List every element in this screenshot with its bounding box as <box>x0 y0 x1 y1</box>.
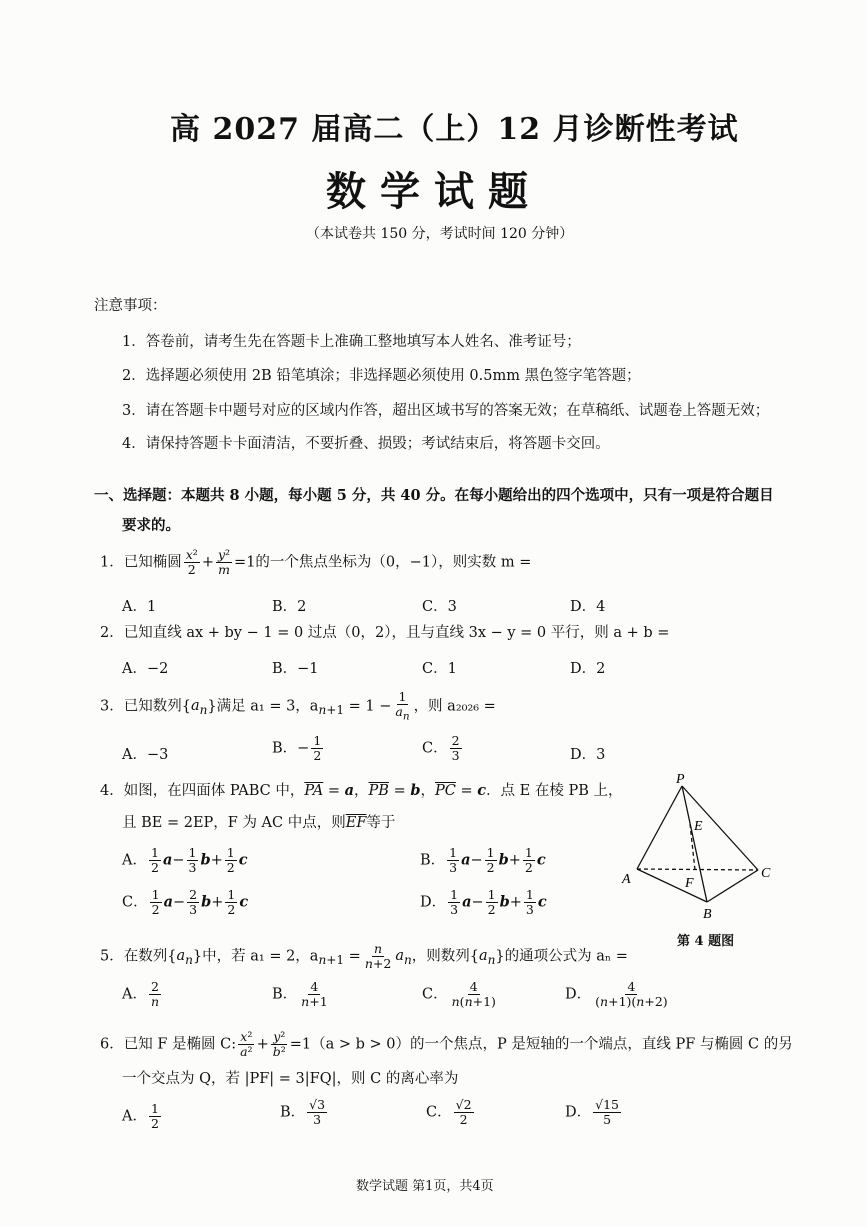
notice-item: 2．选择题必须使用 2B 铅笔填涂；非选择题必须使用 0.5mm 黑色签字笔答题； <box>122 368 641 384</box>
label-a: A <box>622 872 631 887</box>
notice-item: 4．请保持答题卡卡面清洁，不要折叠、损毁；考试结束后，将答题卡交回。 <box>122 436 610 452</box>
q4-option-d-label: D． <box>420 894 447 911</box>
page-footer: 数学试题 第1页，共4页 <box>356 1179 494 1194</box>
q1-frac-x: $\frac{\text{x²}}{2}$ <box>185 547 198 577</box>
edge-ac <box>637 869 758 870</box>
section-heading: 一、选择题：本题共 8 小题，每小题 5 分，共 40 分。在每小题给出的四个选项中，只有一项是符合题目 <box>94 487 774 504</box>
title-line2: 数学试题 <box>326 168 542 215</box>
question-6-line2: 一个交点为 Q，若 |PF| = 3|FQ|，则 C 的离心率为 <box>122 1071 459 1087</box>
q4-option-c-label: C． <box>122 894 148 911</box>
q3-frac: $\frac{1}{a_n}$ <box>395 689 410 723</box>
q1-prefix: 1．已知椭圆 <box>100 554 182 571</box>
q3-option-a[interactable]: A．−3 <box>122 747 169 763</box>
q1-suffix: =1的一个焦点坐标为（0，−1），则实数 m = <box>234 554 532 571</box>
subtitle: （本试卷共 150 分，考试时间 120 分钟） <box>306 226 574 242</box>
question-5: 5．在数列$\{a_n\}$中，若 a₁ = 2，$a_{n+1}$ = $\frac{n}{n+2}$ $a_n$，则数列$\{a_n\}$的通项公式为 aₙ = <box>100 941 628 971</box>
q3-c-frac: $\frac{2}{3}$ <box>451 733 460 763</box>
q4-option-b[interactable]: B． $\frac{1}{3}$ a− $\frac{1}{2}$ b+ $\frac{1}{2}$ c <box>420 845 546 875</box>
q3-option-d[interactable]: D．3 <box>570 747 606 763</box>
question-1: 1．已知椭圆 $\frac{\text{x²}}{2}$ + $\frac{\text{y²}}{m}$ =1的一个焦点坐标为（0，−1），则实数 m = <box>100 547 532 577</box>
q1-option-d[interactable]: D．4 <box>570 599 606 615</box>
question-6-line1: 6．已知 F 是椭圆 C: $\frac{\text{x²}}{\text{a²}}$ + $\frac{\text{y²}}{\text{b²}}$ =1（a > b > 0）的一个焦点，P 是短轴的一个端点，直线 PF 与椭圆 C 的另 <box>100 1029 793 1059</box>
q2-option-b[interactable]: B．−1 <box>272 661 319 677</box>
q5-option-a[interactable]: A． $\frac{2}{n}$ <box>122 979 160 1009</box>
q6-line1-suffix: =1（a > b > 0）的一个焦点，P 是短轴的一个端点，直线 PF 与椭圆 C 的另 <box>289 1036 793 1053</box>
question-4-line1: 4．如图，在四面体 PABC 中，$\overline{PA} = a$，$\overline{PB} = b$，$\overline{PC} = c$．点 E 在棱 PB 上， <box>100 782 623 799</box>
q4-option-d[interactable]: D． $\frac{1}{3}$ a− $\frac{1}{2}$ b+ $\frac{1}{3}$ c <box>420 887 547 917</box>
q6-line1-prefix: 6．已知 F 是椭圆 C: <box>100 1036 237 1053</box>
q6-option-a[interactable]: A． $\frac{1}{2}$ <box>122 1101 159 1131</box>
q6-option-d-label: D． <box>565 1104 592 1121</box>
q3-b-frac: $\frac{1}{2}$ <box>313 733 322 763</box>
q5-prefix: 5．在数列 <box>100 948 168 965</box>
q6-option-a-label: A． <box>122 1108 147 1125</box>
section-heading-cont: 要求的。 <box>122 517 180 534</box>
label-e: E <box>694 819 703 834</box>
q5-option-b[interactable]: B． $\frac{4}{n+1}$ <box>272 979 328 1009</box>
label-f: F <box>685 876 694 891</box>
q4-line2-text: 且 BE = 2EP，F 为 AC 中点，则 <box>122 815 346 831</box>
q5-option-b-label: B． <box>272 986 298 1003</box>
q5-suffix: ，则数列 <box>411 948 470 965</box>
q4-option-b-label: B． <box>420 852 446 869</box>
q4-option-a-label: A． <box>122 852 147 869</box>
q3-suffix: ，则 a₂₀₂₆ = <box>413 698 496 715</box>
q4-line1-tail: ．点 E 在棱 PB 上， <box>486 783 623 799</box>
notice-item: 1．答卷前，请考生先在答题卡上准确工整地填写本人姓名、准考证号； <box>122 334 581 350</box>
q3-option-c[interactable] <box>422 734 464 763</box>
question-3: 3．已知数列$\{a_n\}$满足 a₁ = 3，$a_{n+1} = 1$ − $\frac{1}{a_n}$ ，则 a₂₀₂₆ = <box>100 689 496 723</box>
q3-prefix: 3．已知数列 <box>100 698 182 715</box>
q6-option-b[interactable]: B． $\frac{√3}{3}$ <box>280 1097 326 1127</box>
q1-option-b[interactable]: B．2 <box>272 599 307 615</box>
q4-line2-tail: 等于 <box>366 815 396 831</box>
q4-option-c[interactable]: C． $\frac{1}{2}$ a− $\frac{2}{3}$ b+ $\frac{1}{2}$ c <box>122 887 249 917</box>
edge-ab <box>637 869 707 902</box>
question-2: 2．已知直线 ax + by − 1 = 0 过点（0，2），且与直线 3x − y = 0 平行，则 a + b = <box>100 625 670 641</box>
q5-option-c[interactable]: C． $\frac{4}{n(n+1)}$ <box>422 979 496 1009</box>
q2-option-d[interactable]: D．2 <box>570 661 606 677</box>
q2-option-a[interactable]: A．−2 <box>122 661 169 677</box>
q5-option-d[interactable]: D． $\frac{4}{(n+1)(n+2)}$ <box>565 979 668 1009</box>
q6-option-c-label: C． <box>426 1104 452 1121</box>
q5-option-d-label: D． <box>565 986 592 1003</box>
tetrahedron-figure <box>615 770 785 920</box>
q6-option-d[interactable]: D． $\frac{√15}{5}$ <box>565 1097 620 1127</box>
q3-option-b-label: B． <box>272 740 298 757</box>
q5-frac: $\frac{n}{n+2}$ <box>364 941 392 971</box>
q3-option-b[interactable]: B．− $\frac{1}{2}$ <box>272 733 322 763</box>
q3-mid: 满足 a₁ = 3，a <box>216 698 319 715</box>
label-p: P <box>676 772 685 787</box>
q1-frac-y: $\frac{\text{y²}}{m}$ <box>217 547 231 577</box>
notice-item: 3．请在答题卡中题号对应的区域内作答，超出区域书写的答案无效；在草稿纸、试题卷上答题无效； <box>122 403 770 419</box>
q5-end: 的通项公式为 aₙ = <box>504 948 628 965</box>
q5-mid: 中，若 a₁ = 2，a <box>202 948 319 965</box>
q5-option-c-label: C． <box>422 986 448 1003</box>
q4-option-a[interactable]: A． $\frac{1}{2}$ a− $\frac{1}{3}$ b+ $\frac{1}{2}$ c <box>122 845 248 875</box>
edge-bc <box>707 870 758 902</box>
label-c: C <box>761 866 771 881</box>
q1-option-c[interactable]: C．3 <box>422 599 457 615</box>
q4-line1-text: 4．如图，在四面体 PABC 中， <box>100 783 305 799</box>
q6-option-c[interactable]: C． $\frac{√2}{2}$ <box>426 1097 472 1127</box>
q1-option-a[interactable]: A．1 <box>122 599 157 615</box>
label-b: B <box>703 907 712 920</box>
q5-option-a-label: A． <box>122 986 147 1003</box>
q6-option-b-label: B． <box>280 1104 306 1121</box>
title-line1: 高 2027 届高二（上）12 月诊断性考试 <box>170 112 739 147</box>
question-4-line2: 且 BE = 2EP，F 为 AC 中点，则$\overline{EF}$等于 <box>122 815 396 831</box>
q3-option-c-label: C． <box>422 740 448 757</box>
figure-caption: 第 4 题图 <box>677 934 735 949</box>
edge-pa <box>637 786 682 869</box>
notice-heading: 注意事项： <box>94 298 167 314</box>
q2-option-c[interactable]: C．1 <box>422 661 457 677</box>
